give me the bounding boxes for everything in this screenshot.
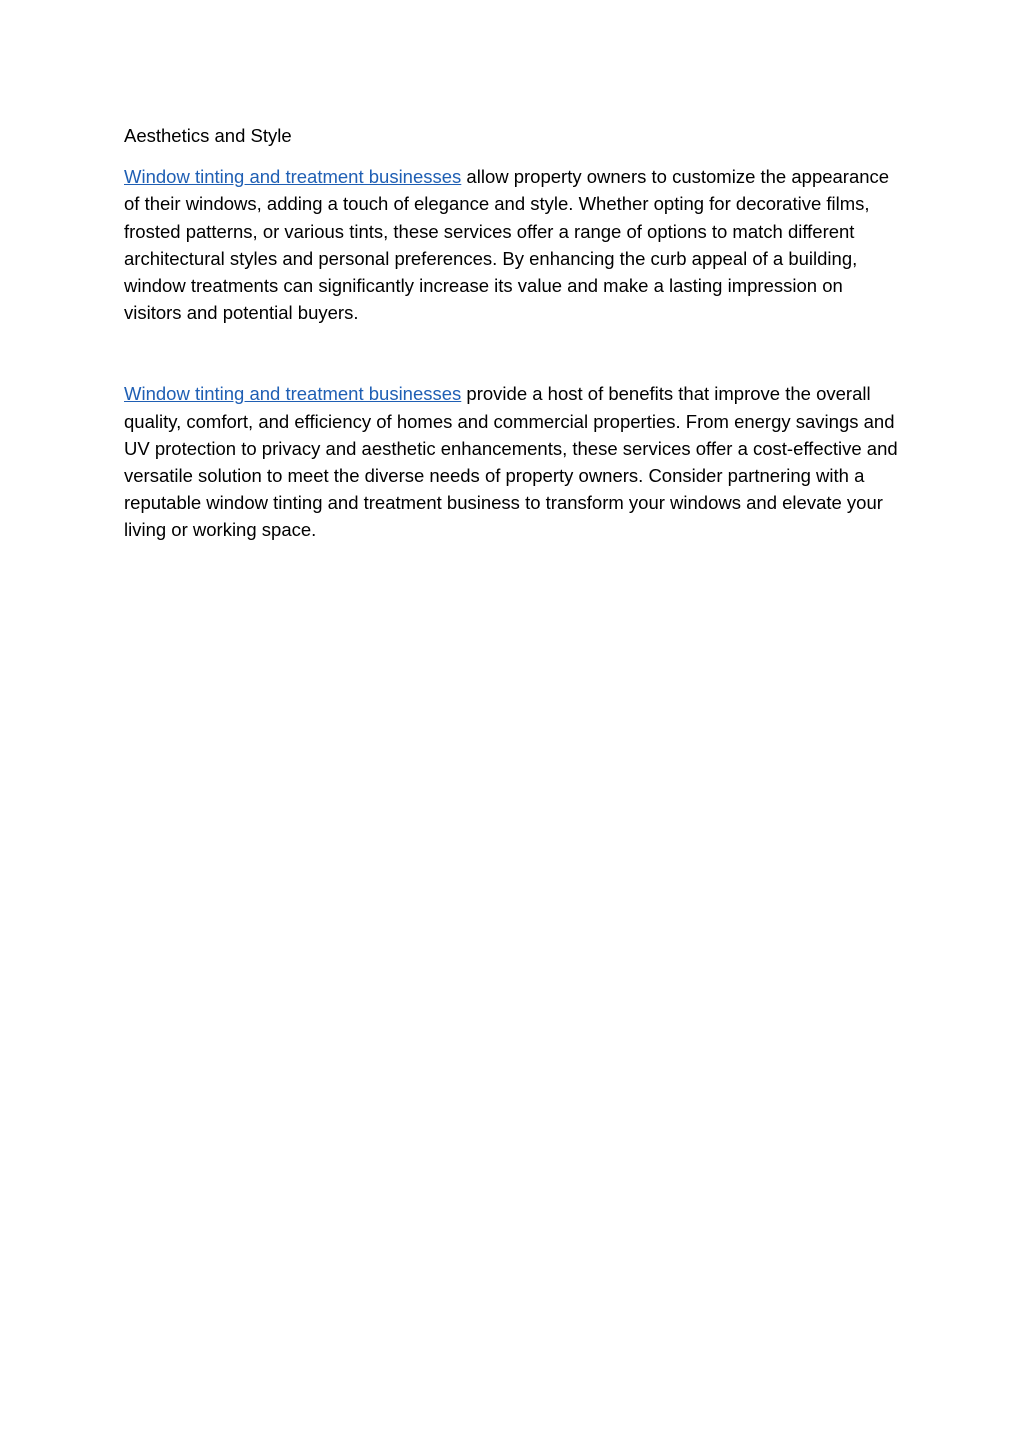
paragraph-text: provide a host of benefits that improve the overall quality, comfort, and efficiency of homes and commercial properties. From energy savings and UV protection to privacy and aesthetic enhancements, these services offer a cost-effective and versatile solution to meet the diverse needs of property owners. Consider partnering with a reputable window tinting and treatment business to transform your windows and elevate your living or working space.: [124, 383, 898, 541]
section-heading: Aesthetics and Style: [124, 125, 292, 146]
document-body: [124, 122, 904, 544]
paragraph-aesthetics: [124, 163, 904, 326]
window-tinting-link[interactable]: Window tinting and treatment businesses: [124, 383, 462, 405]
window-tinting-link[interactable]: Window tinting and treatment businesses: [124, 166, 462, 188]
paragraph-benefits: [124, 380, 904, 543]
paragraph-text: allow property owners to customize the appearance of their windows, adding a touch of elegance and style. Whether opting for decorative films, frosted patterns, or various tints, these services offer a range of options to match different architectural styles and personal preferences. By enhancing the curb appeal of a building, window treatments can significantly increase its value and make a lasting impression on visitors and potential buyers.: [124, 166, 890, 324]
